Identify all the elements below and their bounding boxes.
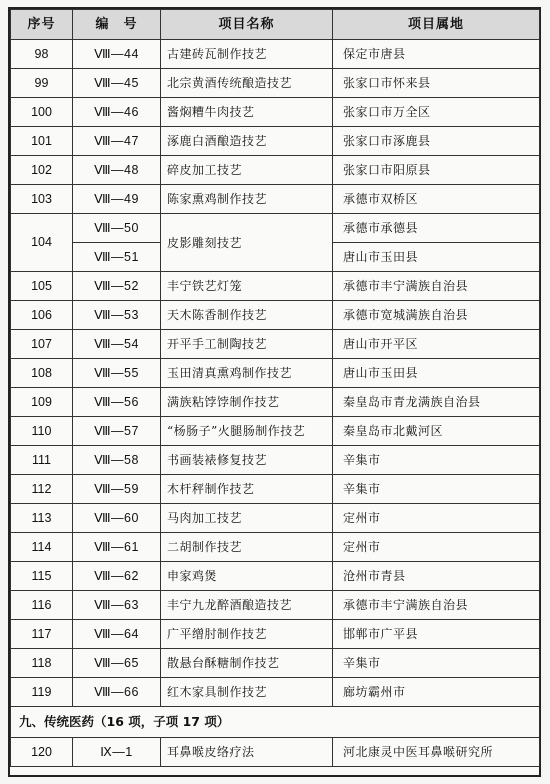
- heritage-list-page: [8, 7, 541, 777]
- row-code: Ⅷ—54: [73, 330, 161, 359]
- table-row: [11, 359, 540, 388]
- row-code: Ⅷ—46: [73, 98, 161, 127]
- row-code: Ⅷ—59: [73, 475, 161, 504]
- row-project-name: 涿鹿白酒酿造技艺: [161, 127, 333, 156]
- table-row: [11, 446, 540, 475]
- row-code: Ⅷ—63: [73, 591, 161, 620]
- row-project-place: 沧州市青县: [333, 562, 540, 591]
- row-code: Ⅷ—50: [73, 214, 161, 243]
- table-row: [11, 40, 540, 69]
- table-row-merged-top: [11, 214, 540, 243]
- row-project-name: 申家鸡煲: [161, 562, 333, 591]
- row-seq: 110: [11, 417, 73, 446]
- table-row: [11, 591, 540, 620]
- table-header-row: [11, 10, 540, 40]
- row-code: Ⅷ—45: [73, 69, 161, 98]
- row-seq: 106: [11, 301, 73, 330]
- row-seq: 102: [11, 156, 73, 185]
- row-code: Ⅷ—61: [73, 533, 161, 562]
- header-seq: 序号: [11, 10, 73, 40]
- row-code: Ⅷ—64: [73, 620, 161, 649]
- row-code: Ⅷ—47: [73, 127, 161, 156]
- row-project-place: 唐山市玉田县: [333, 243, 540, 272]
- row-seq: 98: [11, 40, 73, 69]
- row-project-place: 定州市: [333, 504, 540, 533]
- row-code: Ⅷ—65: [73, 649, 161, 678]
- row-code: Ⅷ—66: [73, 678, 161, 707]
- row-code: Ⅷ—58: [73, 446, 161, 475]
- row-project-place: 张家口市涿鹿县: [333, 127, 540, 156]
- row-project-place: 张家口市阳原县: [333, 156, 540, 185]
- row-project-place: 承德市丰宁满族自治县: [333, 272, 540, 301]
- row-code: Ⅷ—62: [73, 562, 161, 591]
- row-project-place: 承德市丰宁满族自治县: [333, 591, 540, 620]
- section-title: 九、传统医药（16 项，子项 17 项）: [11, 707, 540, 738]
- row-project-name: 红木家具制作技艺: [161, 678, 333, 707]
- row-project-name: “杨肠子”火腿肠制作技艺: [161, 417, 333, 446]
- row-seq: 109: [11, 388, 73, 417]
- row-project-name: 玉田清真熏鸡制作技艺: [161, 359, 333, 388]
- row-seq: 107: [11, 330, 73, 359]
- table-row: [11, 69, 540, 98]
- row-seq: 114: [11, 533, 73, 562]
- row-project-name: 陈家熏鸡制作技艺: [161, 185, 333, 214]
- row-seq: 105: [11, 272, 73, 301]
- table-row: [11, 649, 540, 678]
- table-row: [11, 475, 540, 504]
- row-code: Ⅷ—55: [73, 359, 161, 388]
- header-code: 编 号: [73, 10, 161, 40]
- row-seq: 111: [11, 446, 73, 475]
- row-seq: 118: [11, 649, 73, 678]
- row-code: Ⅸ—1: [73, 738, 161, 767]
- table-row: [11, 156, 540, 185]
- row-project-place: 承德市宽城满族自治县: [333, 301, 540, 330]
- row-project-name: 马肉加工技艺: [161, 504, 333, 533]
- row-code: Ⅷ—60: [73, 504, 161, 533]
- table-row: [11, 301, 540, 330]
- row-seq: 104: [11, 214, 73, 272]
- row-code: Ⅷ—56: [73, 388, 161, 417]
- row-project-name: 酱焖糟牛肉技艺: [161, 98, 333, 127]
- table-row: [11, 533, 540, 562]
- table-row: [11, 127, 540, 156]
- row-code: Ⅷ—57: [73, 417, 161, 446]
- row-seq: 99: [11, 69, 73, 98]
- table-row: [11, 738, 540, 767]
- row-project-name: 皮影雕刻技艺: [161, 214, 333, 272]
- row-project-name: 碎皮加工技艺: [161, 156, 333, 185]
- row-seq: 103: [11, 185, 73, 214]
- header-place: 项目属地: [333, 10, 540, 40]
- row-project-name: 广平缯肘制作技艺: [161, 620, 333, 649]
- row-project-name: 开平手工制陶技艺: [161, 330, 333, 359]
- row-seq: 115: [11, 562, 73, 591]
- row-project-name: 丰宁铁艺灯笼: [161, 272, 333, 301]
- row-project-place: 邯郸市广平县: [333, 620, 540, 649]
- row-code: Ⅷ—53: [73, 301, 161, 330]
- row-project-place: 辛集市: [333, 446, 540, 475]
- row-seq: 112: [11, 475, 73, 504]
- row-project-place: 保定市唐县: [333, 40, 540, 69]
- table-row: [11, 504, 540, 533]
- row-seq: 108: [11, 359, 73, 388]
- row-project-name: 北宗黄酒传统酿造技艺: [161, 69, 333, 98]
- table-row: [11, 620, 540, 649]
- row-project-place: 唐山市玉田县: [333, 359, 540, 388]
- row-code: Ⅷ—51: [73, 243, 161, 272]
- table-row: [11, 330, 540, 359]
- row-seq: 117: [11, 620, 73, 649]
- row-project-name: 散悬台酥糖制作技艺: [161, 649, 333, 678]
- row-project-place: 张家口市怀来县: [333, 69, 540, 98]
- row-project-place: 承德市双桥区: [333, 185, 540, 214]
- row-seq: 116: [11, 591, 73, 620]
- table-row: [11, 562, 540, 591]
- header-name: 项目名称: [161, 10, 333, 40]
- row-project-name: 木杆秤制作技艺: [161, 475, 333, 504]
- row-code: Ⅷ—48: [73, 156, 161, 185]
- row-project-name: 古建砖瓦制作技艺: [161, 40, 333, 69]
- row-project-place: 廊坊霸州市: [333, 678, 540, 707]
- table-row: [11, 272, 540, 301]
- row-project-place: 河北康灵中医耳鼻喉研究所: [333, 738, 540, 767]
- row-code: Ⅷ—49: [73, 185, 161, 214]
- row-project-name: 满族粘饽饽制作技艺: [161, 388, 333, 417]
- row-project-name: 书画装裱修复技艺: [161, 446, 333, 475]
- row-project-place: 承德市承德县: [333, 214, 540, 243]
- row-project-place: 秦皇岛市北戴河区: [333, 417, 540, 446]
- table-row: [11, 185, 540, 214]
- row-code: Ⅷ—44: [73, 40, 161, 69]
- row-code: Ⅷ—52: [73, 272, 161, 301]
- row-seq: 119: [11, 678, 73, 707]
- row-project-name: 丰宁九龙醉酒酿造技艺: [161, 591, 333, 620]
- table-row: [11, 388, 540, 417]
- row-project-place: 定州市: [333, 533, 540, 562]
- row-seq: 120: [11, 738, 73, 767]
- row-project-place: 辛集市: [333, 649, 540, 678]
- row-seq: 101: [11, 127, 73, 156]
- row-project-name: 天木陈香制作技艺: [161, 301, 333, 330]
- section-header-row: [11, 707, 540, 738]
- row-project-place: 辛集市: [333, 475, 540, 504]
- row-seq: 113: [11, 504, 73, 533]
- heritage-project-table: [10, 9, 540, 767]
- row-project-name: 二胡制作技艺: [161, 533, 333, 562]
- table-row: [11, 678, 540, 707]
- table-row: [11, 98, 540, 127]
- row-project-place: 秦皇岛市青龙满族自治县: [333, 388, 540, 417]
- row-seq: 100: [11, 98, 73, 127]
- table-row: [11, 417, 540, 446]
- row-project-name: 耳鼻喉皮络疗法: [161, 738, 333, 767]
- row-project-place: 张家口市万全区: [333, 98, 540, 127]
- row-project-place: 唐山市开平区: [333, 330, 540, 359]
